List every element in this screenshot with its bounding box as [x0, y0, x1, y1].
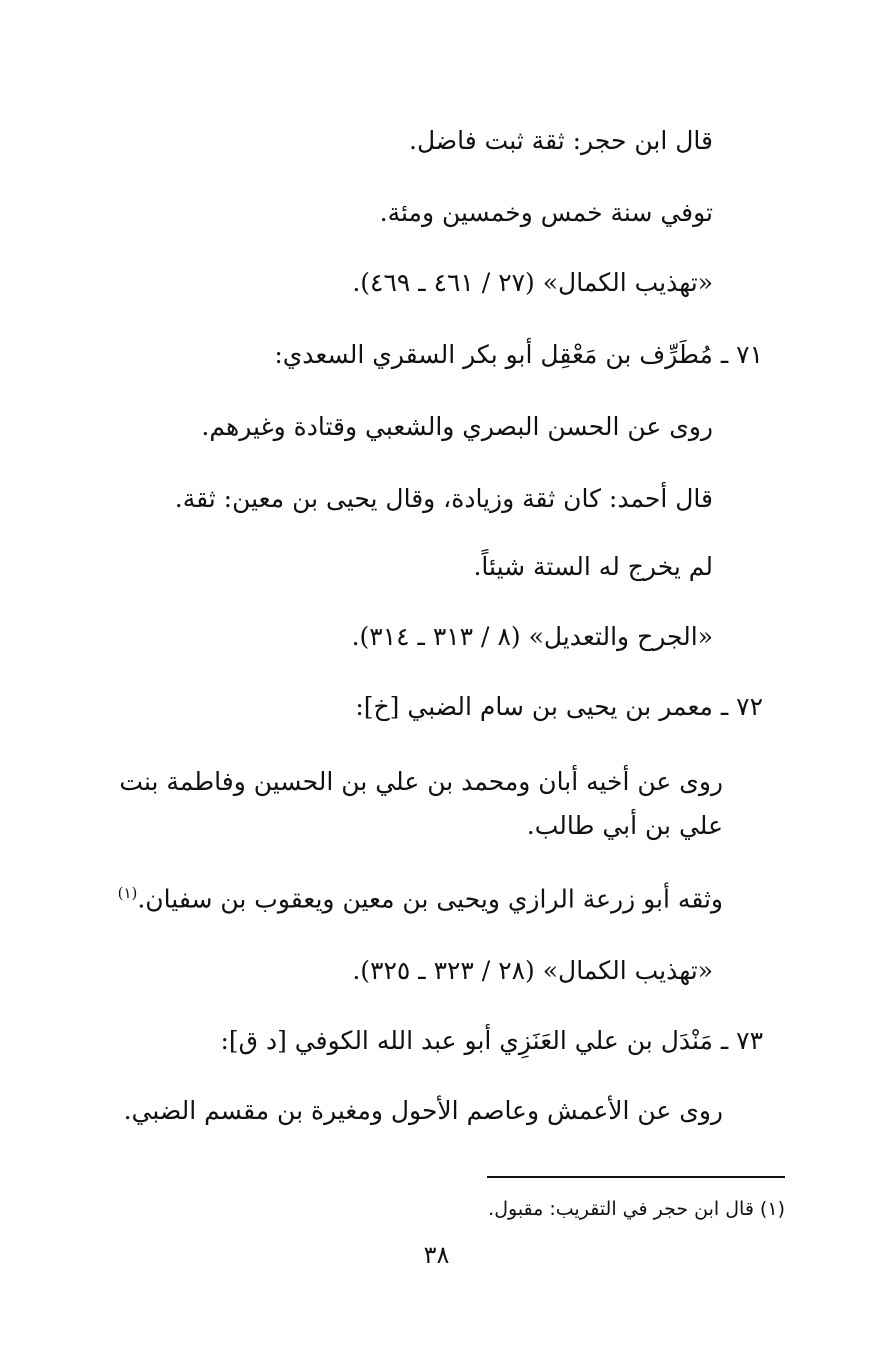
text-line-11-body: وثقه أبو زرعة الرازي ويحيى بن معين ويعقوب بن سفيان.	[137, 884, 723, 914]
text-line-7: لم يخرج له الستة شيئاً.	[473, 552, 713, 581]
citation-line-1: «تهذيب الكمال» (٢٧ / ٤٦١ ـ ٤٦٩).	[352, 268, 713, 297]
footnote-divider	[487, 1176, 785, 1178]
citation-line-2: «الجرح والتعديل» (٨ / ٣١٣ ـ ٣١٤).	[351, 622, 713, 651]
footnote-marker: (١)	[117, 884, 138, 902]
entry-heading-71: ٧١ ـ مُطَرِّف بن مَعْقِل أبو بكر السقري السعدي:	[274, 340, 763, 369]
citation-line-3: «تهذيب الكمال» (٢٨ / ٣٢٣ ـ ٣٢٥).	[352, 956, 713, 985]
text-line-2: توفي سنة خمس وخمسين ومئة.	[379, 198, 713, 227]
page-number: ٣٨	[423, 1241, 450, 1269]
text-line-6: قال أحمد: كان ثقة وزيادة، وقال يحيى بن معين: ثقة.	[174, 484, 713, 513]
text-line-5: روى عن الحسن البصري والشعبي وقتادة وغيرهم.	[201, 412, 713, 441]
entry-heading-73: ٧٣ ـ مَنْدَل بن علي العَنَزِي أبو عبد الله الكوفي [د ق]:	[220, 1026, 763, 1055]
text-line-11	[116, 876, 723, 916]
entry-heading-72: ٧٢ ـ معمر بن يحيى بن سام الضبي [خ]:	[355, 692, 763, 721]
text-paragraph-10: روى عن أخيه أبان ومحمد بن علي بن الحسين وفاطمة بنت علي بن أبي طالب.	[119, 767, 723, 840]
footnote: (١) قال ابن حجر في التقريب: مقبول.	[488, 1198, 785, 1220]
text-line-1: قال ابن حجر: ثقة ثبت فاضل.	[409, 126, 713, 155]
text-line-14: روى عن الأعمش وعاصم الأحول ومغيرة بن مقسم الضبي.	[123, 1096, 723, 1125]
